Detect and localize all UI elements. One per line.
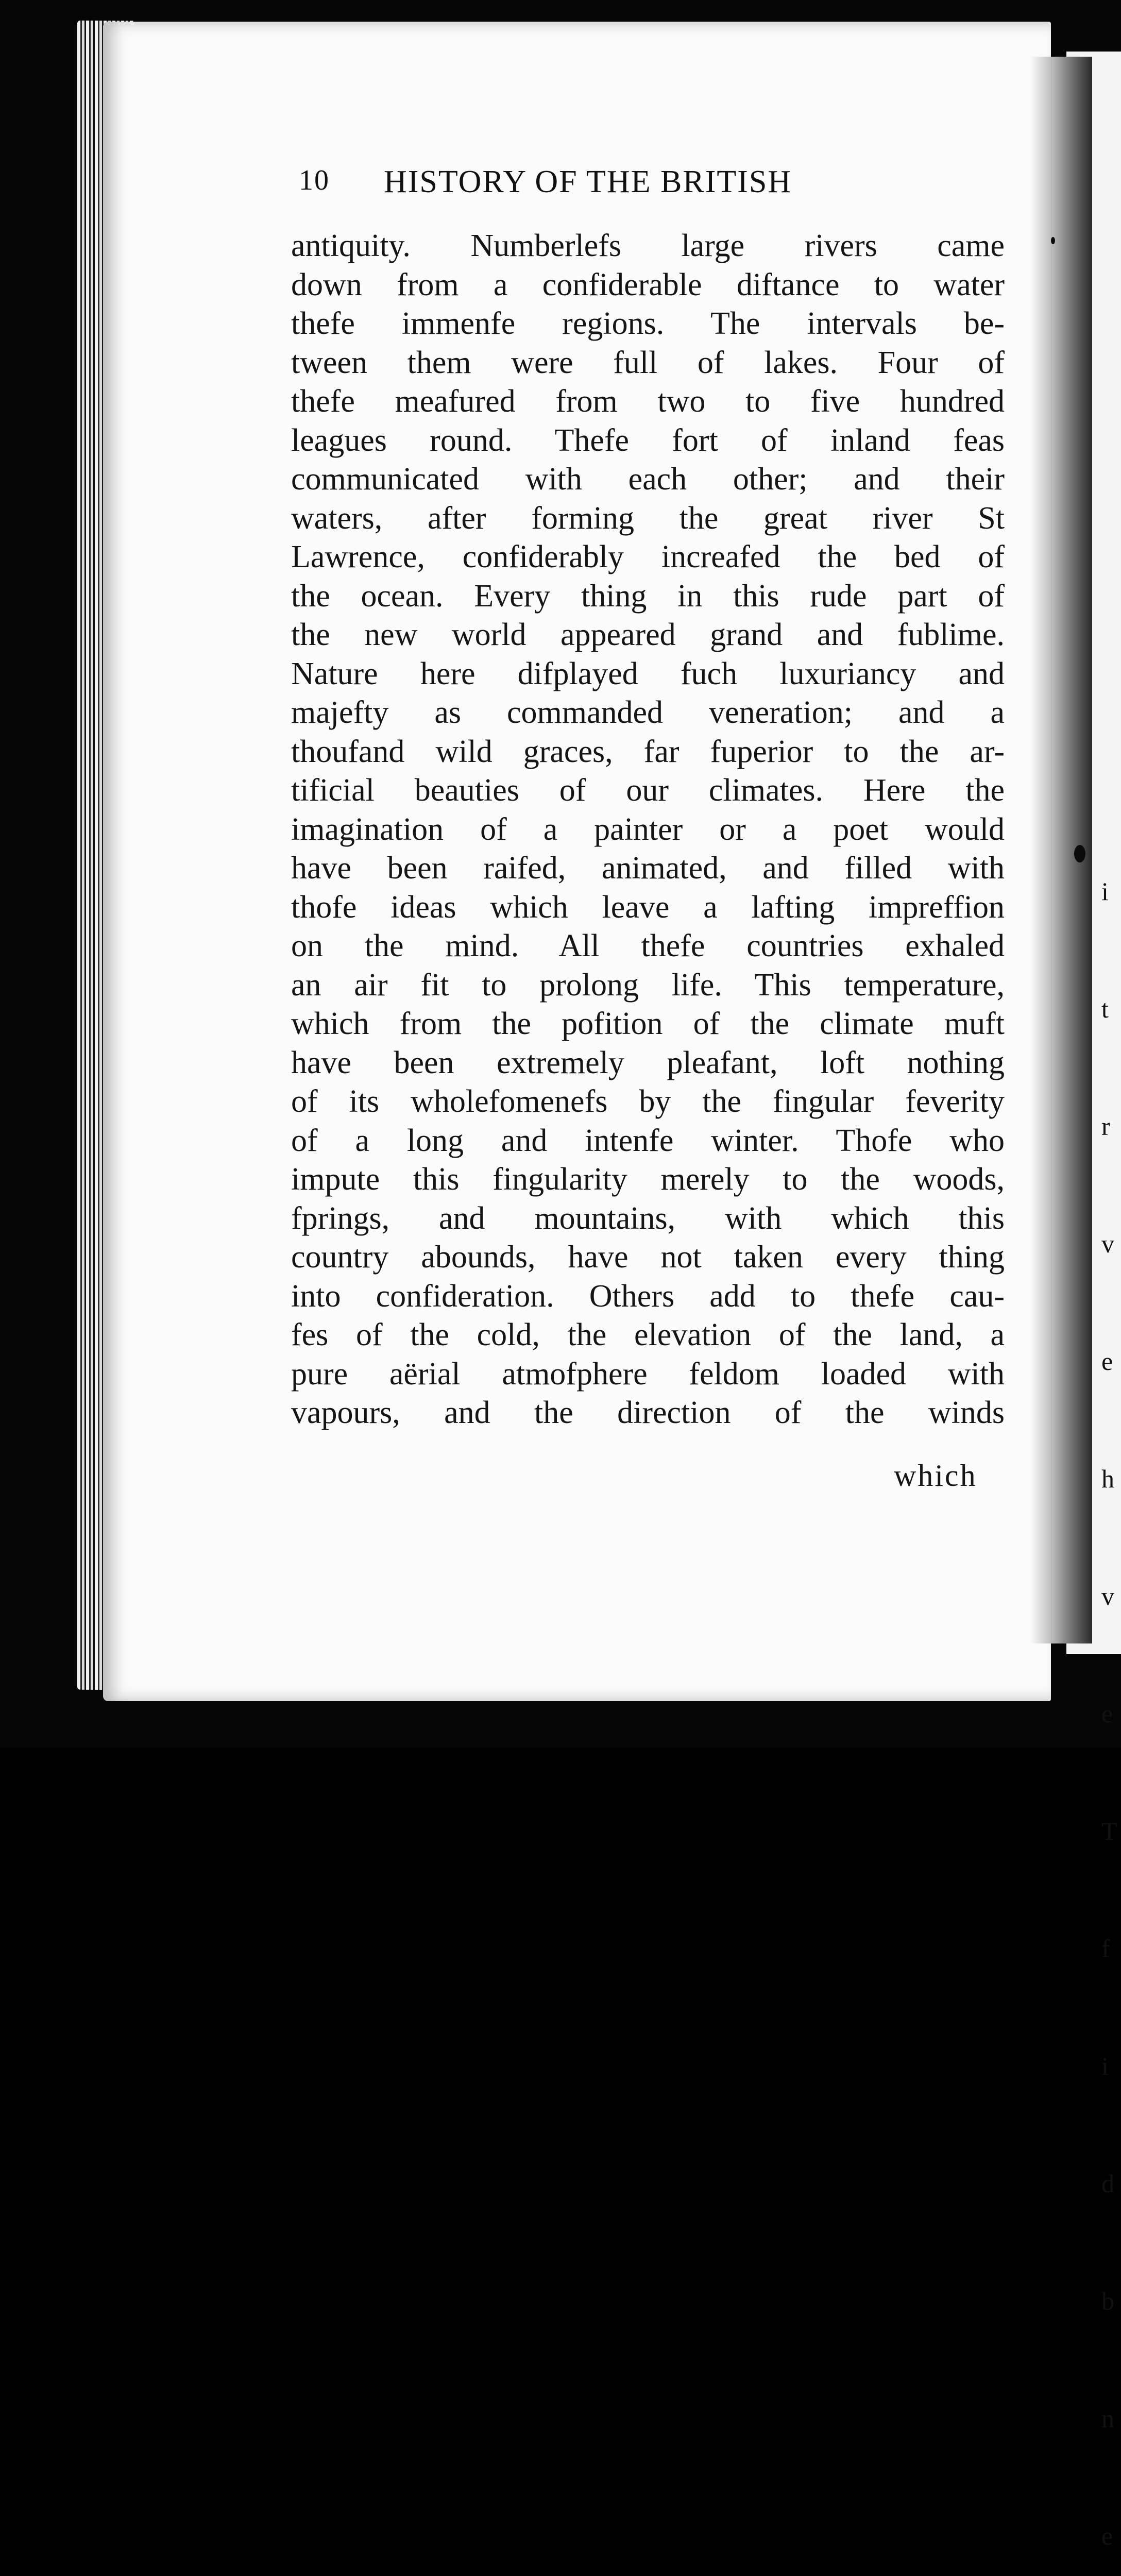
text-line: fes of the cold, the elevation of the land, a xyxy=(291,1317,1005,1352)
text-line: vapours, and the direction of the winds xyxy=(291,1395,1005,1430)
text-line: waters, after forming the great river St xyxy=(291,500,1005,536)
facing-letter: h xyxy=(1101,1464,1114,1493)
text-line: the new world appeared grand and fublime. xyxy=(291,617,1005,652)
catchword: which xyxy=(894,1459,977,1493)
text-line: into confideration. Others add to thefe cau- xyxy=(291,1278,1005,1314)
text-line: Lawrence, confiderably increafed the bed of xyxy=(291,539,1005,574)
running-head xyxy=(299,164,917,205)
facing-letter: T xyxy=(1101,1817,1117,1845)
facing-letter: e xyxy=(1101,2521,1113,2550)
running-head-title: HISTORY OF THE BRITISH xyxy=(384,164,792,199)
facing-letter: n xyxy=(1101,2404,1114,2433)
text-line: on the mind. All thefe countries exhaled xyxy=(291,928,1005,963)
facing-letter: v xyxy=(1101,1582,1114,1611)
text-line: the ocean. Every thing in this rude part of xyxy=(291,578,1005,614)
text-line: an air fit to prolong life. This temperature, xyxy=(291,967,1005,1003)
text-line: leagues round. Thefe fort of inland feas xyxy=(291,422,1005,458)
text-line: imagination of a painter or a poet would xyxy=(291,811,1005,847)
facing-letter: t xyxy=(1101,994,1109,1023)
text-line: down from a confiderable diftance to water xyxy=(291,267,1005,302)
text-line: fprings, and mountains, with which this xyxy=(291,1200,1005,1236)
text-line: Nature here difplayed fuch luxuriancy and xyxy=(291,656,1005,691)
facing-page-text xyxy=(1101,793,1121,2576)
facing-letter: e xyxy=(1101,1347,1113,1376)
ink-speck xyxy=(1074,845,1085,862)
text-line: have been extremely pleafant, loft nothing xyxy=(291,1045,1005,1080)
text-line: impute this fingularity merely to the woods, xyxy=(291,1162,1005,1197)
text-line: tificial beauties of our climates. Here the xyxy=(291,773,1005,808)
facing-letter: i xyxy=(1101,2052,1109,2080)
text-line: of a long and intenfe winter. Thofe who xyxy=(291,1123,1005,1158)
text-line: antiquity. Numberlefs large rivers came xyxy=(291,228,1005,263)
text-line: of its wholefomenefs by the fingular feverity xyxy=(291,1084,1005,1119)
text-line: thoufand wild graces, far fuperior to the ar- xyxy=(291,734,1005,769)
facing-letter: r xyxy=(1101,1112,1110,1141)
facing-letter: v xyxy=(1101,1229,1114,1258)
page-number: 10 xyxy=(299,164,330,196)
facing-letter: f xyxy=(1101,1934,1110,1963)
text-line: have been raifed, animated, and filled with xyxy=(291,851,1005,886)
text-line: majefty as commanded veneration; and a xyxy=(291,695,1005,730)
ink-speck xyxy=(1051,237,1055,244)
body-text xyxy=(291,227,1005,1433)
text-line: thefe meafured from two to five hundred xyxy=(291,384,1005,419)
text-line: thefe immenfe regions. The intervals be- xyxy=(291,306,1005,341)
facing-letter: b xyxy=(1101,2286,1114,2315)
facing-letter: d xyxy=(1101,2169,1114,2198)
text-line: country abounds, have not taken every thing xyxy=(291,1240,1005,1275)
text-line: communicated with each other; and their xyxy=(291,462,1005,497)
text-line: tween them were full of lakes. Four of xyxy=(291,345,1005,380)
text-line: which from the pofition of the climate muft xyxy=(291,1006,1005,1041)
text-line: thofe ideas which leave a lafting impreffion xyxy=(291,889,1005,925)
facing-letter: e xyxy=(1101,1699,1113,1728)
text-line: pure aërial atmofphere feldom loaded with xyxy=(291,1356,1005,1392)
facing-letter: i xyxy=(1101,877,1109,906)
